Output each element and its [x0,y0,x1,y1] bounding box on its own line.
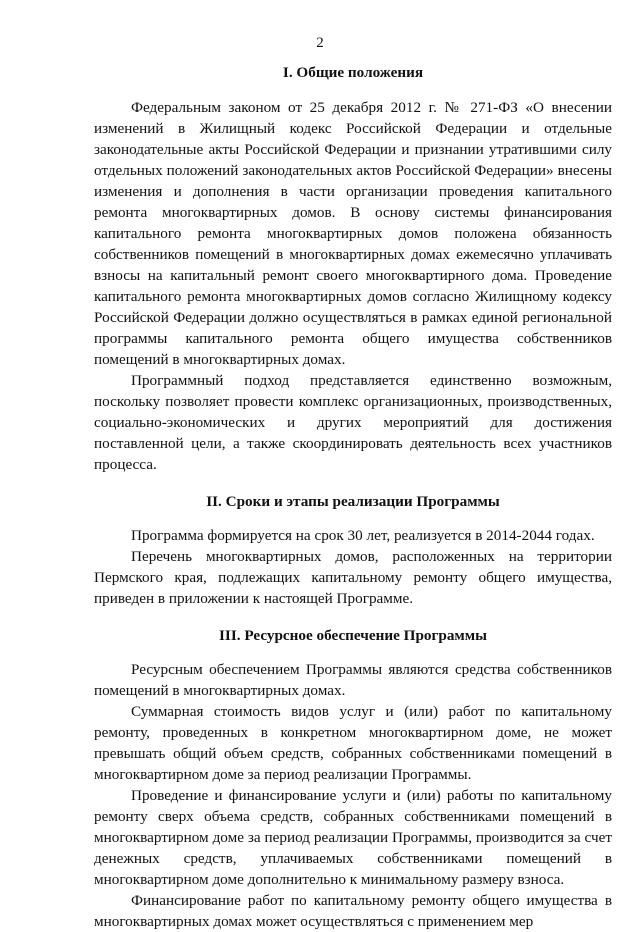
section-resource-provision [94,625,612,932]
section-terms-and-stages [94,491,612,609]
paragraph: Ресурсным обеспечением Программы являются средства собственников помещений в многоквартирных домах. [94,661,612,699]
section-general-provisions [94,62,612,475]
paragraph: Суммарная стоимость видов услуг и (или) работ по капитальному ремонту, проведенных в конкретном многоквартирном доме, не может превышать общий объем средств, собранных собственниками помещений в многоквартирном доме за период реализации Программы. [94,703,612,783]
document-body [94,62,612,932]
section-heading: III. Ресурсное обеспечение Программы [219,627,487,644]
section-heading: I. Общие положения [282,64,424,81]
paragraph: Проведение и финансирование услуги и (или) работы по капитальному ремонту сверх объема средств, собранных собственниками помещений в многоквартирном доме за период реализации Программы, производится за счет денежных средств, уплачиваемых собственниками помещений в многоквартирном доме дополнительно к минимальному размеру взноса. [94,787,612,888]
paragraph: Федеральным законом от 25 декабря 2012 г. № 271-ФЗ «О внесении изменений в Жилищный кодекс Российской Федерации и отдельные законодательные акты Российской Федерации и признании утратившими силу отдельных положений законодательных актов Российской Федерации» внесены изменения и дополнения в части организации проведения капитального ремонта многоквартирных домов. В основу системы финансирования капитального ремонта многоквартирных домов положена обязанность собственников помещений в многоквартирных домах ежемесячно уплачивать взносы на капитальный ремонт своего многоквартирного дома. Проведение капитального ремонта многоквартирных домов согласно Жилищному кодексу Российской Федерации должно осуществляться в рамках единой региональной программы капитального ремонта общего имущества собственников помещений в многоквартирных домах. [94,99,612,368]
paragraph: Программа формируется на срок 30 лет, реализуется в 2014-2044 годах. [131,527,595,544]
paragraph: Финансирование работ по капитальному ремонту общего имущества в многоквартирных домах может осуществляться с применением мер [94,892,612,930]
section-heading: II. Сроки и этапы реализации Программы [206,493,500,510]
paragraph: Программный подход представляется единственно возможным, поскольку позволяет провести комплекс организационных, производственных, социально-экономических и других мероприятий для достижения поставленной цели, а также скоординировать деятельность всех участников процесса. [94,372,612,473]
paragraph: Перечень многоквартирных домов, расположенных на территории Пермского края, подлежащих капитальному ремонту общего имущества, приведен в приложении к настоящей Программе. [94,548,612,607]
page-number: 2 [316,35,324,51]
